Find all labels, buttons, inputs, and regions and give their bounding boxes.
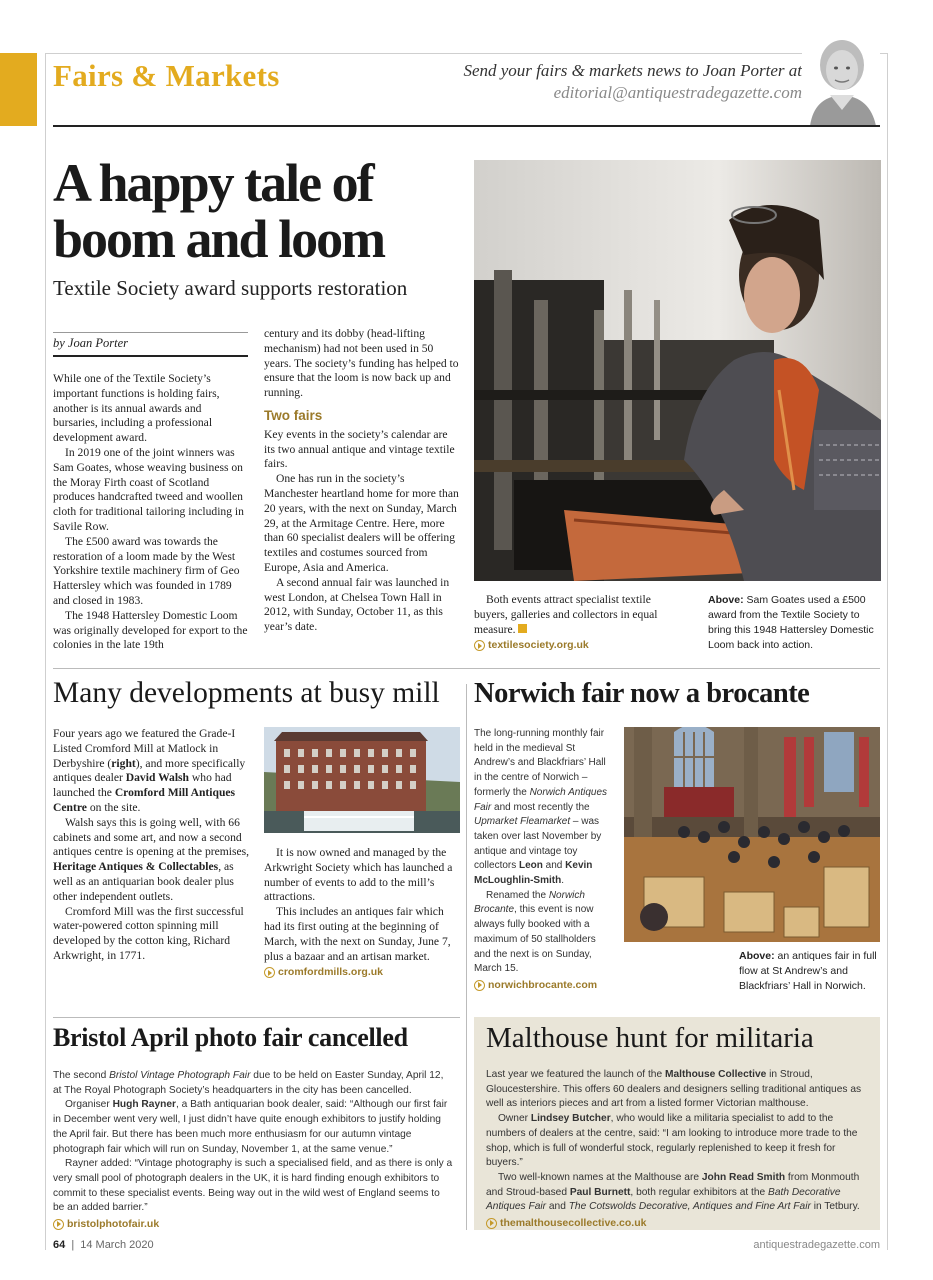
paragraph: It is now owned and managed by the Arkwright Society which has launched a number of events to add to the mill’s attractions. — [264, 846, 453, 904]
paragraph — [486, 1068, 870, 1112]
text: Renamed the — [486, 889, 549, 901]
venue-name: Malthouse Collective — [664, 1069, 767, 1080]
norwich-headline: Norwich fair now a brocante — [474, 678, 810, 709]
main-col2 — [264, 327, 460, 635]
link-bristolphotofair[interactable] — [53, 1217, 159, 1232]
person-name: Lindsey Butcher — [530, 1113, 611, 1125]
loom-photo — [474, 160, 881, 581]
text: right — [111, 756, 136, 770]
centre-name: Cromford Mill Antiques Centre — [53, 786, 236, 814]
caption-text: an antiques fair in full flow at St Andrew’s and Blackfriars’ Hall in Norwich. — [739, 950, 877, 992]
text: The long-running monthly fair held in the medieval St Andrew’s and Blackfriars’ Hall in the centre of Norwich – formerly the — [474, 728, 606, 798]
text: due to be held on Easter Sunday, April 12, at The Royal Photograph Society’s headquarters in the city has been cancelled. — [53, 1070, 444, 1096]
headline-line2: boom and loom — [53, 209, 385, 269]
text: Owner — [498, 1113, 531, 1125]
contact-line: Send your fairs & markets news to Joan Porter at — [463, 61, 802, 80]
text: on the site. — [86, 800, 141, 814]
paragraph — [53, 816, 251, 905]
paragraph: This includes an antiques fair which had its first outing at the beginning of March, with the next on Sunday, June 7, plus a bazaar and an artisan market. — [264, 905, 451, 963]
caption-label: Above: — [708, 594, 744, 606]
text: in Tetbury. — [810, 1201, 860, 1213]
divider-vertical — [466, 684, 467, 1230]
main-col3 — [474, 593, 674, 656]
paragraph — [53, 1098, 453, 1157]
person-name: John Read Smith — [701, 1171, 786, 1183]
text: Two well-known names at the Malthouse are — [498, 1171, 702, 1183]
text: Last year we featured the launch of the — [486, 1069, 665, 1080]
section-accent-tab — [0, 53, 37, 126]
norwich-text — [474, 727, 614, 997]
text: in Stroud, Gloucestershire. This offers 60 dealers and designers selling traditional antiques as well as interiors pieces and art from a listed former Victorian malthouse. — [486, 1069, 862, 1110]
paragraph: Cromford Mill was the first successful water-powered cotton spinning mill developed by the cotton king, Richard Arkwright, in 1771. — [53, 904, 244, 962]
col3-text: Both events attract specialist textile buyers, galleries and collectors in equal measure. — [474, 593, 658, 636]
paragraph — [53, 1069, 453, 1098]
text: . — [561, 875, 564, 887]
paragraph: century and its dobby (head-lifting mechanism) had not been used in 50 years. The society’s funding has helped to ensure that the loom is now back up and running. — [264, 327, 459, 400]
arrow-circle-icon — [53, 1219, 64, 1230]
malthouse-text — [486, 1068, 870, 1235]
issue-date: 14 March 2020 — [80, 1239, 154, 1251]
mill-col2 — [264, 846, 460, 983]
paragraph: Rayner added: “Vintage photography is such a specialised field, and as there is only a very small pool of photograph dealers in the UK, it is hard finding enough exhibitors to commit to these specialist events. Being way out in the wild west of England seems to be an added barrier.” — [53, 1158, 453, 1214]
norwich-photo — [624, 727, 880, 942]
paragraph: The £500 award was towards the restoration of a loom made by the West Yorkshire textile machinery firm of Geo Hattersley which was founded in 1789 and closed in 1983. — [53, 534, 240, 607]
text: The Cotswolds Decorative, Antiques and Fine Art Fair — [568, 1201, 811, 1213]
link-text[interactable]: norwichbrocante.com — [488, 978, 598, 991]
paragraph — [474, 593, 674, 637]
paragraph: A second annual fair was launched in west London, at Chelsea Town Hall in 2012, with Sunday, October 11, as this year’s date. — [264, 575, 450, 634]
headline-line1: A happy tale of — [53, 153, 373, 213]
dealer-name: David Walsh — [125, 771, 190, 785]
caption-label: Above: — [739, 950, 775, 962]
loom-caption — [708, 593, 880, 653]
paragraph: One has run in the society’s Manchester heartland home for more than 20 years, with the next on Sunday, March 29, at the Armitage Centre. Here, more than 60 specialist dealers will be offering textiles and costumes sourced from Europe, Asia and America. — [264, 472, 459, 574]
text: Walsh says this is going well, with 66 cabinets and some art, and now a second antiques centre is opening at the premises, — [53, 815, 250, 859]
text: Bristol Vintage Photograph Fair — [109, 1070, 251, 1081]
byline: by Joan Porter — [53, 336, 128, 350]
contact-email[interactable]: editorial@antiquestradegazette.com — [553, 83, 802, 102]
link-text[interactable]: textilesociety.org.uk — [488, 639, 589, 652]
text: and — [546, 1201, 569, 1213]
text: , as well as an antiquarian book dealer plus other independent outlets. — [53, 860, 234, 903]
person-name: Leon — [519, 860, 543, 872]
link-text[interactable]: cromfordmills.org.uk — [278, 966, 384, 979]
main-col1 — [53, 372, 249, 653]
text: The second — [53, 1070, 110, 1081]
text: Bath Decorative Antiques Fair — [486, 1186, 841, 1213]
paragraph: While one of the Textile Society’s important functions is holding fairs, another is its annual awards and bursaries, including a professional development award. — [53, 372, 220, 445]
person-name: Hugh Rayner — [112, 1099, 176, 1111]
text: Organiser — [65, 1099, 113, 1111]
person-name: Paul Burnett — [569, 1186, 631, 1198]
text: , this event is now always fully booked with a maximum of 50 stallholders and the next is on Sunday, March 15. — [474, 904, 596, 975]
text: and — [542, 860, 566, 872]
link-cromfordmills[interactable] — [264, 965, 383, 980]
text: Norwich Antiques Fair — [474, 786, 608, 813]
text: – was taken over last November by antique and vintage toy collectors — [474, 816, 602, 872]
text: and most recently the — [491, 801, 590, 813]
centre-name: Heritage Antiques & Collectables — [53, 860, 219, 874]
text: from Monmouth and Stroud-based — [486, 1171, 860, 1198]
byline-rule-bottom — [53, 355, 248, 357]
paragraph — [53, 727, 251, 816]
link-norwichbrocante[interactable] — [474, 978, 597, 993]
paragraph: The 1948 Hattersley Domestic Loom was originally developed for export to the colonies in the late 19th — [53, 608, 248, 652]
text: , both regular exhibitors at the — [630, 1186, 769, 1198]
text: Upmarket Fleamarket — [474, 816, 571, 828]
page-number: 64 — [53, 1239, 66, 1251]
arrow-circle-icon — [474, 640, 485, 651]
text: , a Bath antiquarian book dealer, said: “Although our first fair in December went very well, I just didn’t have quite enough exhibitors to justify holding the April fair. But there has been much more enthusiasm for our autumn vintage photograph fair which will run on Sunday, November 1, at the same venue.” — [53, 1099, 448, 1155]
footer-separator: | — [71, 1239, 75, 1251]
caption-text: Sam Goates used a £500 award from the Textile Society to bring this 1948 Hattersley Domestic Loom back into action. — [708, 594, 874, 651]
header-rule — [53, 125, 880, 127]
footer-website[interactable]: antiquestradegazette.com — [753, 1239, 880, 1251]
mill-col1 — [53, 727, 251, 964]
paragraph: Key events in the society’s calendar are its two annual antique and vintage textile fairs. — [264, 427, 455, 471]
bristol-headline: Bristol April photo fair cancelled — [53, 1023, 408, 1052]
paragraph — [486, 1171, 870, 1215]
arrow-circle-icon — [474, 980, 485, 991]
paragraph — [474, 727, 614, 889]
mill-photo — [264, 727, 460, 833]
arrow-circle-icon — [264, 967, 275, 978]
text: who had launched the — [53, 771, 232, 800]
subhead-two-fairs: Two fairs — [264, 407, 323, 423]
arrow-circle-icon — [486, 1218, 497, 1229]
footer-left — [53, 1239, 154, 1251]
paragraph — [486, 1112, 870, 1171]
link-text[interactable]: themalthousecollective.co.uk — [500, 1217, 647, 1230]
divider-horizontal — [53, 668, 880, 669]
section-title: Fairs & Markets — [53, 58, 280, 93]
main-headline — [53, 155, 384, 267]
link-textilesociety[interactable] — [474, 638, 589, 653]
paragraph: In 2019 one of the joint winners was Sam Goates, whose weaving business on the Moray Firth coast of Scotland produces handcrafted tweed and woollen cloth for traditional tailoring including in Savile Row. — [53, 445, 244, 533]
mill-headline: Many developments at busy mill — [53, 677, 440, 709]
bristol-text — [53, 1069, 453, 1236]
norwich-caption — [739, 949, 879, 994]
divider-horizontal-2 — [53, 1017, 460, 1018]
end-mark — [518, 624, 527, 633]
paragraph — [474, 889, 614, 977]
text: Norwich Brocante — [474, 889, 585, 916]
standfirst: Textile Society award supports restoration — [53, 276, 408, 300]
text: Four years ago we featured the Grade-I Listed Cromford Mill at Matlock in Derbyshire ( — [53, 727, 236, 770]
link-text[interactable]: bristolphotofair.uk — [67, 1218, 160, 1231]
malthouse-headline: Malthouse hunt for militaria — [486, 1022, 814, 1054]
link-malthouse[interactable] — [486, 1216, 646, 1231]
person-name: Kevin McLoughlin-Smith — [474, 860, 593, 887]
text: , who would like a militaria specialist to add to the numbers of dealers at the centre, said: “I am looking to introduce more trade to the shop, which is full of wonderful stock, regularly replenished to keep it fresh for buyers.” — [486, 1113, 858, 1169]
columnist-portrait — [802, 35, 880, 126]
text: ), and more specifically antiques dealer — [53, 756, 246, 785]
byline-rule-top — [53, 332, 248, 333]
